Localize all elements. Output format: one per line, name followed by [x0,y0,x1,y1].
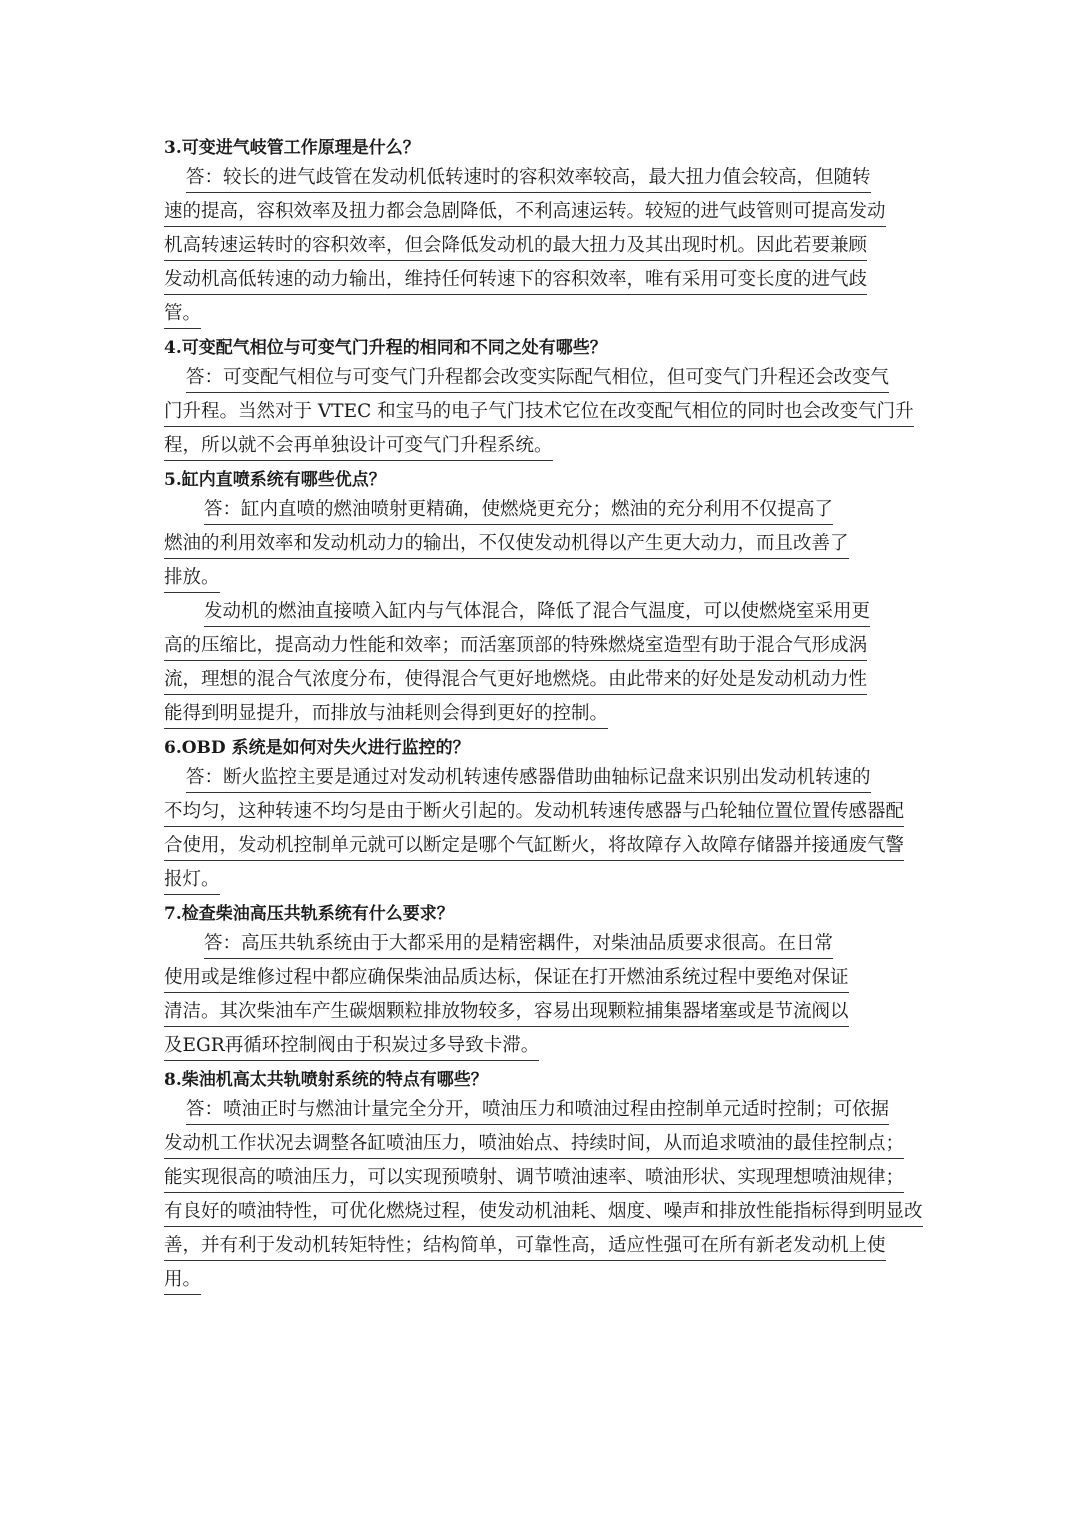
answer-line: 高的压缩比，提高动力性能和效率；而活塞顶部的特殊燃烧室造型有助于混合气形成涡 [164,631,924,665]
answer-paragraph [164,929,924,1065]
answer-line: 答：缸内直喷的燃油喷射更精确，使燃烧更充分；燃油的充分利用不仅提高了 [164,495,924,529]
answer-line: 速的提高，容积效率及扭力都会急剧降低，不利高速运转。较短的进气歧管则可提高发动 [164,197,924,231]
answer-paragraph [164,363,924,465]
document-page [164,133,924,1299]
answer-line: 排放。 [164,563,924,597]
answer-line: 报灯。 [164,865,924,899]
answer-line: 答：高压共轨系统由于大都采用的是精密耦件，对柴油品质要求很高。在日常 [164,929,924,963]
answer-line: 能得到明显提升，而排放与油耗则会得到更好的控制。 [164,699,924,733]
question-heading: 5.缸内直喷系统有哪些优点？ [164,470,386,490]
answer-line: 清洁。其次柴油车产生碳烟颗粒排放物较多，容易出现颗粒捕集器堵塞或是节流阀以 [164,997,924,1031]
answer-line: 发动机高低转速的动力输出，维持任何转速下的容积效率，唯有采用可变长度的进气歧 [164,265,924,299]
answer-line: 门升程。当然对于 VTEC 和宝马的电子气门技术它位在改变配气相位的同时也会改变气门升 [164,397,924,431]
answer-line: 答：较长的进气歧管在发动机低转速时的容积效率较高，最大扭力值会较高，但随转 [164,163,924,197]
answer-line: 有良好的喷油特性，可优化燃烧过程，使发动机油耗、烟度、噪声和排放性能指标得到明显改 [164,1197,924,1231]
answer-line: 合使用，发动机控制单元就可以断定是哪个气缸断火，将故障存入故障存储器并接通废气警 [164,831,924,865]
answer-line: 答：断火监控主要是通过对发动机转速传感器借助曲轴标记盘来识别出发动机转速的 [164,763,924,797]
answer-line: 答：喷油正时与燃油计量完全分开，喷油压力和喷油过程由控制单元适时控制；可依据 [164,1095,924,1129]
answer-line: 及EGR再循环控制阀由于积炭过多导致卡滞。 [164,1031,924,1065]
answer-line: 善，并有利于发动机转矩特性；结构简单，可靠性高，适应性强可在所有新老发动机上使 [164,1231,924,1265]
answer-line: 不均匀，这种转速不均匀是由于断火引起的。发动机转速传感器与凸轮轴位置位置传感器配 [164,797,924,831]
answer-paragraph [164,763,924,899]
question-heading: 6.OBD 系统是如何对失火进行监控的？ [164,738,470,758]
answer-line: 发动机工作状况去调整各缸喷油压力，喷油始点、持续时间，从而追求喷油的最佳控制点； [164,1129,924,1163]
question-heading: 3.可变进气岐管工作原理是什么？ [164,138,420,158]
answer-line: 燃油的利用效率和发动机动力的输出，不仅使发动机得以产生更大动力，而且改善了 [164,529,924,563]
answer-paragraph [164,597,924,733]
answer-paragraph [164,1095,924,1299]
answer-line: 答：可变配气相位与可变气门升程都会改变实际配气相位，但可变气门升程还会改变气 [164,363,924,397]
answer-line: 程，所以就不会再单独设计可变气门升程系统。 [164,431,924,465]
answer-paragraph [164,495,924,597]
answer-line: 发动机的燃油直接喷入缸内与气体混合，降低了混合气温度，可以使燃烧室采用更 [164,597,924,631]
answer-line: 流，理想的混合气浓度分布，使得混合气更好地燃烧。由此带来的好处是发动机动力性 [164,665,924,699]
question-heading: 7.检查柴油高压共轨系统有什么要求？ [164,904,454,924]
answer-line: 能实现很高的喷油压力，可以实现预喷射、调节喷油速率、喷油形状、实现理想喷油规律； [164,1163,924,1197]
answer-line: 管。 [164,299,924,333]
question-heading: 8.柴油机高太共轨喷射系统的特点有哪些？ [164,1070,488,1090]
answer-line: 使用或是维修过程中都应确保柴油品质达标，保证在打开燃油系统过程中要绝对保证 [164,963,924,997]
answer-line: 用。 [164,1265,924,1299]
answer-paragraph [164,163,924,333]
question-heading: 4.可变配气相位与可变气门升程的相同和不同之处有哪些？ [164,338,607,358]
answer-line: 机高转速运转时的容积效率，但会降低发动机的最大扭力及其出现时机。因此若要兼顾 [164,231,924,265]
